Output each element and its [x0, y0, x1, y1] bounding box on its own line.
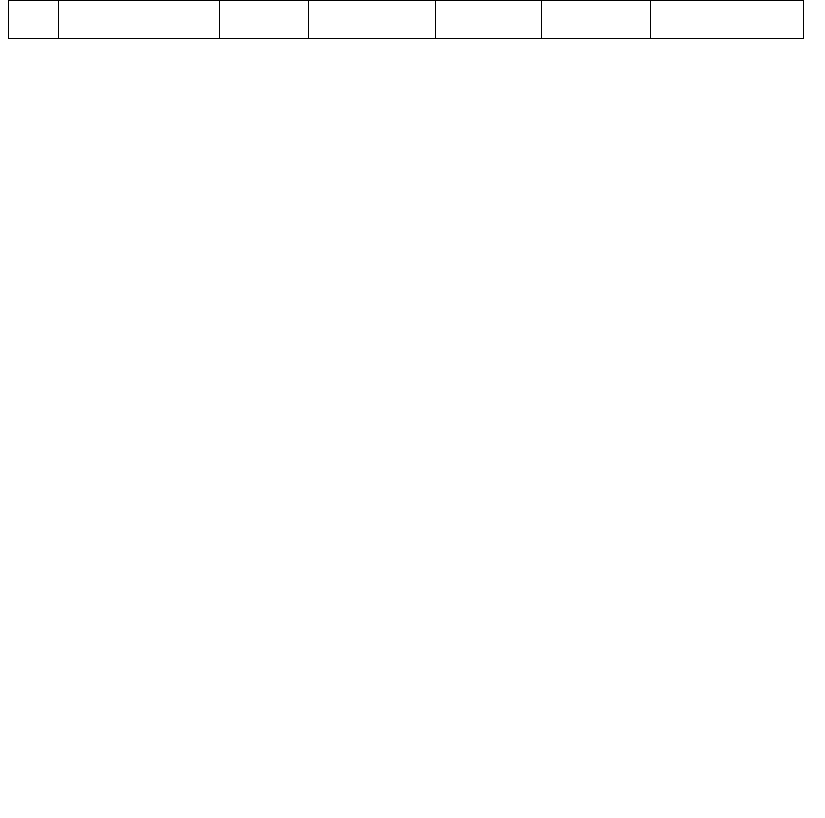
header-delta-bleu — [309, 1, 436, 39]
header-delta-speed — [651, 1, 804, 39]
header-row — [9, 1, 804, 39]
header-system — [59, 1, 220, 39]
header-test — [220, 1, 309, 39]
header-valid — [436, 1, 542, 39]
header-lang — [9, 1, 59, 39]
header-speed — [542, 1, 651, 39]
results-table — [8, 0, 804, 39]
